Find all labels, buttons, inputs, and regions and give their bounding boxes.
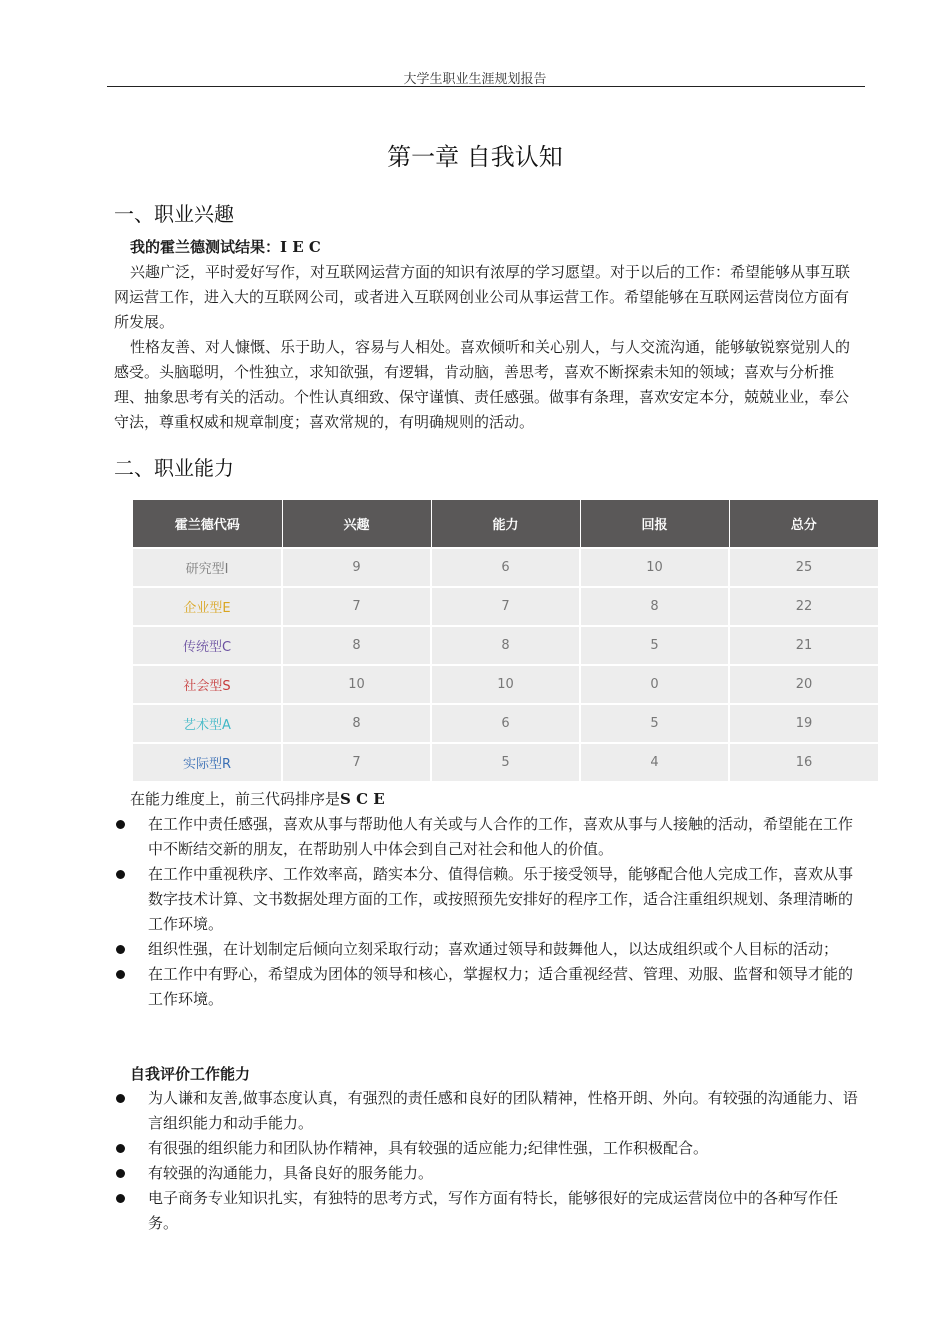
table-header-cell: 回报	[580, 500, 729, 548]
chapter-title: 第一章 自我认知	[387, 143, 563, 171]
bullet-icon	[116, 1169, 125, 1178]
bullet-icon	[116, 1194, 125, 1203]
holland-score-table	[133, 500, 878, 781]
table-row	[133, 704, 878, 743]
list-item	[114, 812, 864, 862]
section-title-ability: 二、职业能力	[114, 456, 234, 480]
table-header-cell: 兴趣	[282, 500, 431, 548]
reward-cell: 5	[580, 626, 729, 665]
table-row	[133, 548, 878, 587]
list-item	[114, 1136, 864, 1161]
table-row	[133, 626, 878, 665]
table-header-cell: 总分	[729, 500, 878, 548]
interest-paragraph-1: 兴趣广泛，平时爱好写作，对互联网运营方面的知识有浓厚的学习愿望。对于以后的工作：希望能够从事互联网运营工作，进入大的互联网公司，或者进入互联网创业公司从事运营工作。希望能够在互联网运营岗位方面有所发展。	[114, 263, 851, 331]
list-item	[114, 937, 864, 962]
list-item	[114, 1086, 864, 1136]
table-row	[133, 665, 878, 704]
list-item	[114, 862, 864, 937]
bullet-icon	[116, 970, 125, 979]
bullet-icon	[116, 1144, 125, 1153]
ability-cell: 8	[431, 626, 580, 665]
interest-cell: 8	[282, 626, 431, 665]
list-item	[114, 962, 864, 1012]
list-item-text: 在工作中重视秩序、工作效率高，踏实本分、值得信赖。乐于接受领导，能够配合他人完成工作，喜欢从事数字技术计算、文书数据处理方面的工作，或按照预先安排好的程序工作，适合注重组织规划、条理清晰的工作环境。	[148, 865, 854, 933]
list-item-text: 有较强的沟通能力，具备良好的服务能力。	[148, 1164, 434, 1182]
list-item-text: 为人谦和友善,做事态度认真，有强烈的责任感和良好的团队精神，性格开朗、外向。有较强的沟通能力、语言组织能力和动手能力。	[148, 1089, 858, 1132]
ability-cell: 6	[431, 704, 580, 743]
self-eval-title: 自我评价工作能力	[130, 1065, 251, 1083]
total-cell: 16	[729, 743, 878, 781]
ability-cell: 7	[431, 587, 580, 626]
total-cell: 19	[729, 704, 878, 743]
reward-cell: 4	[580, 743, 729, 781]
total-cell: 25	[729, 548, 878, 587]
bullet-icon	[116, 820, 125, 829]
list-item-text: 在工作中责任感强，喜欢从事与帮助他人有关或与人合作的工作，喜欢从事与人接触的活动，希望能在工作中不断结交新的朋友，在帮助别人中体会到自己对社会和他人的价值。	[148, 815, 854, 858]
bullet-icon	[116, 1094, 125, 1103]
ability-bullet-list	[114, 812, 864, 1012]
interest-cell: 10	[282, 665, 431, 704]
type-cell: 实际型R	[133, 743, 282, 781]
bullet-icon	[116, 945, 125, 954]
list-item	[114, 1186, 864, 1236]
table-row	[133, 587, 878, 626]
reward-cell: 8	[580, 587, 729, 626]
interest-cell: 9	[282, 548, 431, 587]
ranking-line	[130, 787, 385, 812]
type-cell: 社会型S	[133, 665, 282, 704]
total-cell: 20	[729, 665, 878, 704]
interest-paragraph-2: 性格友善、对人慷慨、乐于助人，容易与人相处。喜欢倾听和关心别人，与人交流沟通，能够敏锐察觉别人的感受。头脑聪明，个性独立，求知欲强，有逻辑，肯动脑，善思考，喜欢不断探索未知的领域；喜欢与分析推理、抽象思考有关的活动。个性认真细致、保守谨慎、责任感强。做事有条理，喜欢安定本分，兢兢业业，奉公守法，尊重权威和规章制度；喜欢常规的，有明确规则的活动。	[114, 338, 851, 431]
running-header: 大学生职业生涯规划报告	[403, 72, 547, 87]
self-eval-bullet-list	[114, 1086, 864, 1236]
bullet-icon	[116, 870, 125, 879]
type-cell: 研究型I	[133, 548, 282, 587]
ranking-label: 在能力维度上，前三代码排序是	[130, 790, 341, 808]
table-header-row	[133, 500, 878, 548]
reward-cell: 5	[580, 704, 729, 743]
list-item-text: 在工作中有野心，希望成为团体的领导和核心，掌握权力；适合重视经营、管理、劝服、监督和领导才能的工作环境。	[148, 965, 854, 1008]
holland-result-label: 我的霍兰德测试结果：	[130, 238, 281, 256]
list-item-text: 电子商务专业知识扎实，有独特的思考方式，写作方面有特长，能够很好的完成运营岗位中的各种写作任务。	[148, 1189, 839, 1232]
table-row	[133, 743, 878, 781]
type-cell: 企业型E	[133, 587, 282, 626]
ability-cell: 10	[431, 665, 580, 704]
list-item	[114, 1161, 864, 1186]
reward-cell: 0	[580, 665, 729, 704]
reward-cell: 10	[580, 548, 729, 587]
ranking-code: S C E	[340, 790, 385, 808]
ability-cell: 6	[431, 548, 580, 587]
list-item-text: 组织性强，在计划制定后倾向立刻采取行动；喜欢通过领导和鼓舞他人，以达成组织或个人目标的活动；	[148, 940, 839, 958]
header-rule	[107, 86, 865, 87]
holland-result-code: I E C	[280, 238, 321, 256]
table-header-cell: 霍兰德代码	[133, 500, 282, 548]
section-title-interest: 一、职业兴趣	[114, 202, 234, 226]
total-cell: 21	[729, 626, 878, 665]
total-cell: 22	[729, 587, 878, 626]
ability-cell: 5	[431, 743, 580, 781]
list-item-text: 有很强的组织能力和团队协作精神，具有较强的适应能力;纪律性强，工作积极配合。	[148, 1139, 709, 1157]
interest-cell: 7	[282, 587, 431, 626]
table-header-cell: 能力	[431, 500, 580, 548]
interest-cell: 8	[282, 704, 431, 743]
interest-cell: 7	[282, 743, 431, 781]
holland-result	[130, 235, 321, 260]
type-cell: 艺术型A	[133, 704, 282, 743]
type-cell: 传统型C	[133, 626, 282, 665]
